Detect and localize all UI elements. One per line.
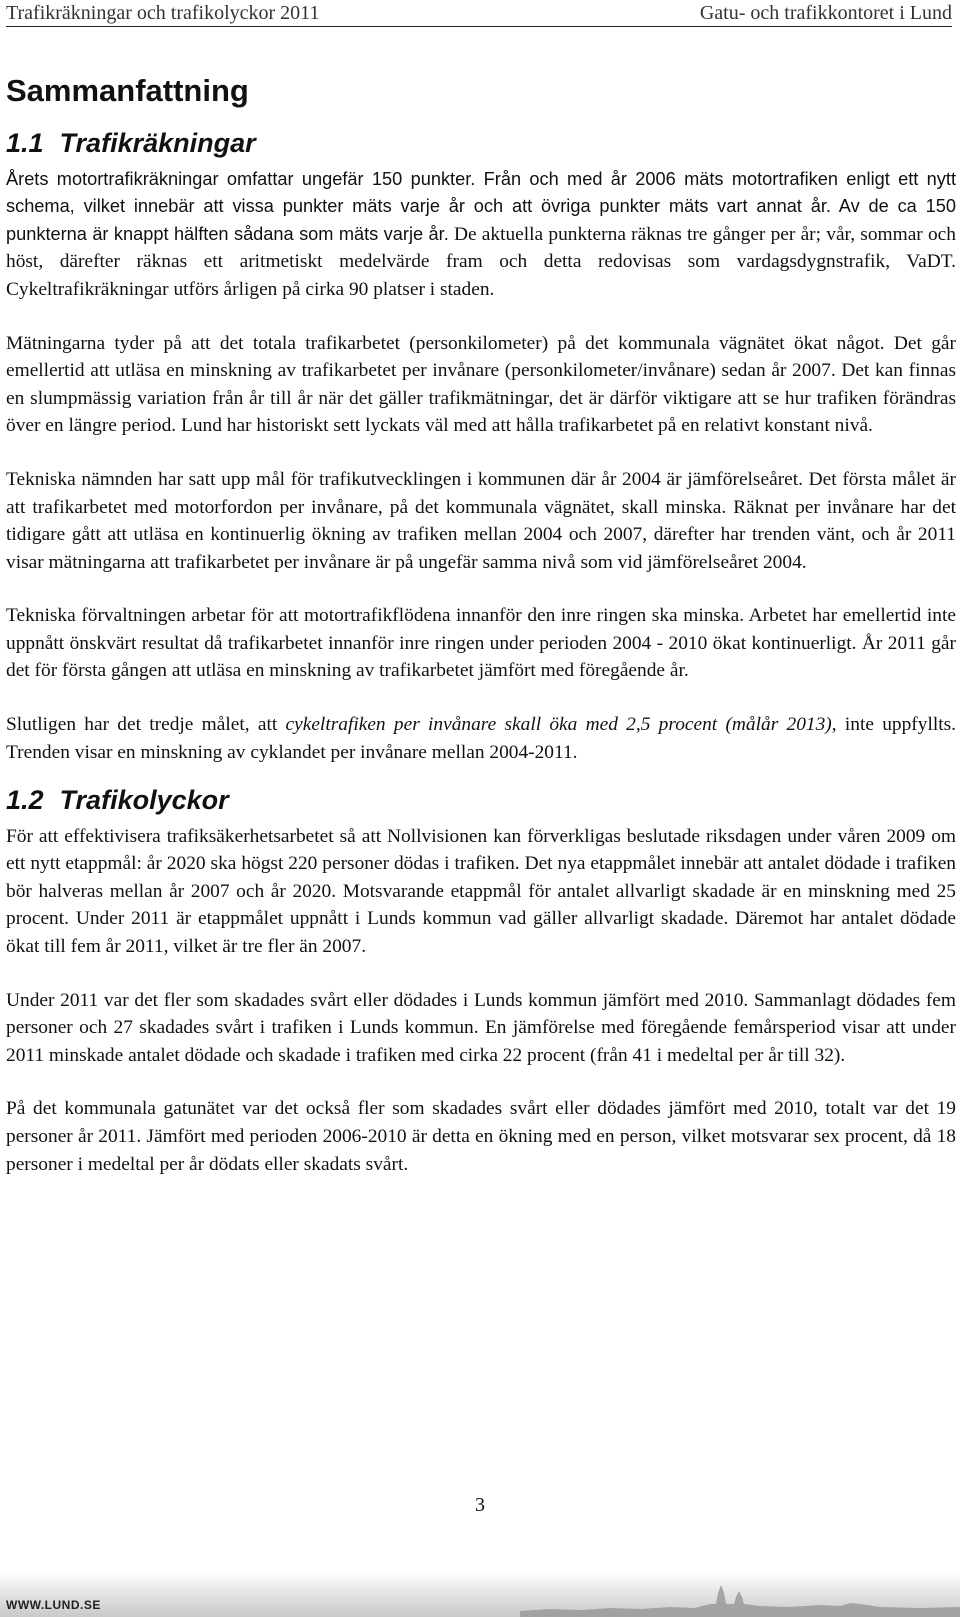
- paragraph-sans-run: Årets motortrafikräkningar omfattar ungefär 150 punkter. Från och med år 2006 mäts motortrafiken enligt ett nytt schema, vilket innebär att vissa punkter mäts varje år och att övriga punkter mäts vart annat år. Av de ca 150 punkterna är knappt hälften sådana som mäts varje år.: [6, 168, 956, 244]
- paragraph-run: Slutligen har det tredje målet, att: [6, 714, 286, 736]
- header-right-title: Gatu- och trafikkontoret i Lund: [699, 1, 952, 24]
- section-number: 1.2: [6, 785, 44, 816]
- page-number: 3: [475, 1494, 485, 1516]
- paragraph-serif-run: De aktuella punkterna räknas tre gånger per år; vår, sommar och höst, därefter räknas ett aritmetiskt medelvärde fram och detta redovisas som vardagsdygnstrafik, VaDT. Cykeltrafikräkningar utförs årligen på cirka 90 platser i staden.: [6, 223, 956, 300]
- paragraph-run: , inte uppfyllts. Trenden visar en minskning av cyklandet per invånare mellan 2004-2011.: [6, 714, 956, 763]
- paragraph-italic-run: cykeltrafiken per invånare skall öka med 2,5 procent (målår 2013): [285, 714, 832, 736]
- section-heading-trafikolyckor: [6, 784, 956, 816]
- paragraph: [6, 166, 956, 304]
- paragraph: Mätningarna tyder på att det totala trafikarbetet (personkilometer) på det kommunala vägnätet ökat något. Det går emellertid att utläsa en minskning av trafikarbetet per invånare (personkilometer/invånare) sedan år 2007. Det kan finnas en slumpmässig variation från år till år när det gäller trafikmätningar, det är därför viktigare att se hur trafiken förändras över en längre period. Lund har historiskt sett lyckats väl med att hålla trafikarbetet på en relativt konstant nivå.: [6, 332, 956, 437]
- footer-website-link[interactable]: WWW.LUND.SE: [6, 1598, 101, 1612]
- paragraph: För att effektivisera trafiksäkerhetsarbetet så att Nollvisionen kan förverkligas beslutade riksdagen under våren 2009 om ett nytt etappmål: år 2020 ska högst 220 personer dödas i trafiken. Det nya etappmålet innebär att antalet dödade i trafiken bör halveras mellan år 2007 och år 2020. Motsvarande etappmål för antalet allvarligt skadade är en minskning med 25 procent. Under 2011 är etappmålet uppnått i Lunds kommun vad gäller allvarligt skadade. Däremot har antalet dödade ökat till fem år 2011, vilket är tre fler än 2007.: [6, 825, 956, 958]
- city-skyline-image: [520, 1571, 960, 1617]
- header-left-title: Trafikräkningar och trafikolyckor 2011: [6, 1, 320, 24]
- section-number: 1.1: [6, 128, 44, 159]
- paragraph: Tekniska förvaltningen arbetar för att motortrafikflödena innanför den inre ringen ska minska. Arbetet har emellertid inte uppnått önskvärt resultat då trafikarbetet innanför inre ringen under perioden 2004 - 2010 ökat kontinuerligt. År 2011 går det för första gången att utläsa en minskning av trafikarbetet jämfört med föregående år.: [6, 605, 956, 682]
- paragraph: På det kommunala gatunätet var det också fler som skadades svårt eller dödades jämfört med 2010, totalt var det 19 personer år 2011. Jämfört med perioden 2006-2010 är detta en ökning med en person, vilket motsvarar sex procent, då 18 personer i medeltal per år dödats eller skadats svårt.: [6, 1098, 956, 1175]
- section-heading-trafikrakningar: [6, 127, 956, 159]
- page-title: Sammanfattning: [6, 73, 249, 108]
- main-content: [6, 60, 956, 1178]
- section-title: Trafikolyckor: [59, 785, 229, 816]
- footer-bar: [0, 1571, 960, 1617]
- section-title: Trafikräkningar: [59, 128, 256, 159]
- paragraph: Under 2011 var det fler som skadades svårt eller dödades i Lunds kommun jämfört med 2010. Sammanlagt dödades fem personer och 27 skadades svårt i trafiken i Lunds kommun. En jämförelse med föregående femårsperiod visar att under 2011 minskade antalet dödade och skadade i trafiken med cirka 22 procent (från 41 i medeltal per år till 32).: [6, 989, 956, 1066]
- running-header: [6, 0, 952, 27]
- paragraph: [6, 711, 956, 766]
- paragraph: Tekniska nämnden har satt upp mål för trafikutvecklingen i kommunen där år 2004 är jämförelseåret. Det första målet är att trafikarbetet med motorfordon per invånare, på det kommunala vägnätet, skall minska. Räknat per invånare har det tidigare gått att utläsa en kontinuerlig ökning av trafiken mellan 2004 och 2007, därefter har trenden vänt, och år 2011 visar mätningarna att trafikarbetet per invånare är på ungefär samma nivå som vid jämförelseåret 2004.: [6, 468, 956, 573]
